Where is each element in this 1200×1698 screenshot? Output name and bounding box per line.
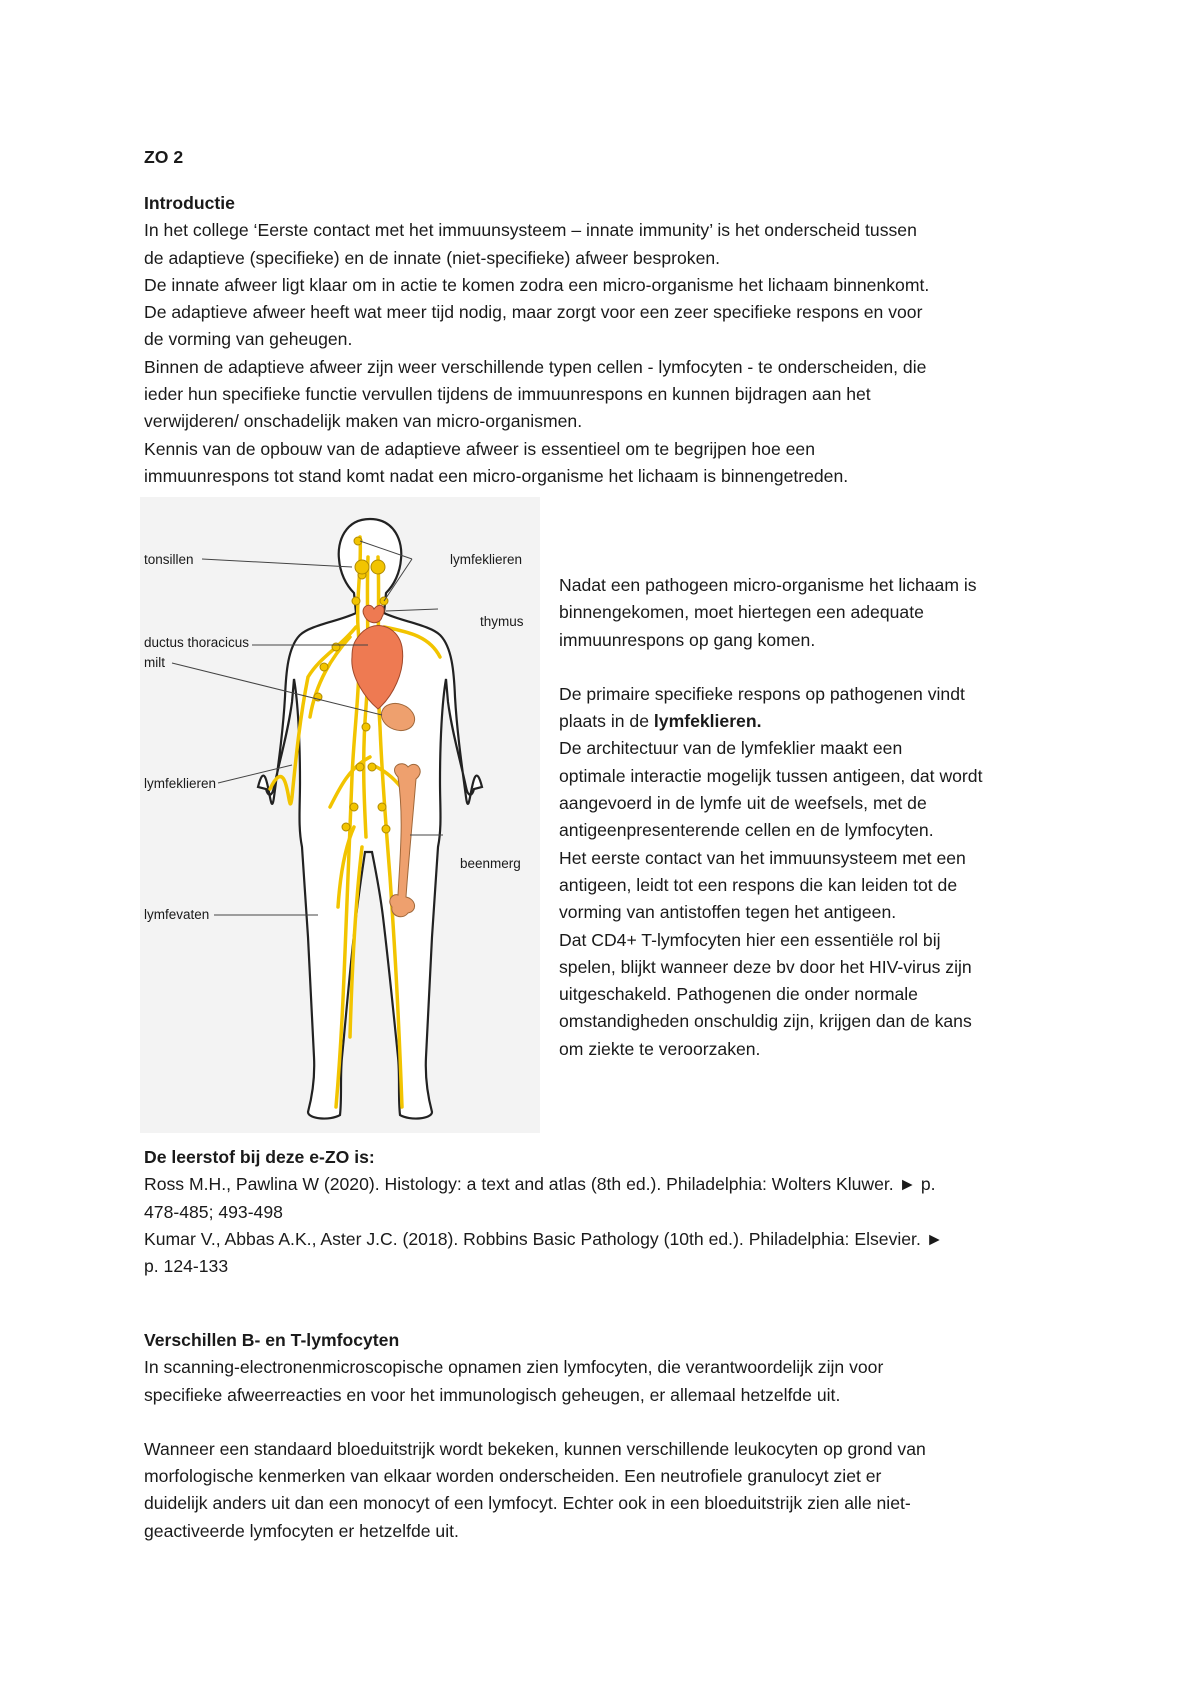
side-line: antigeenpresenterende cellen en de lymfocyten. xyxy=(559,820,934,841)
document-title: ZO 2 xyxy=(144,147,184,167)
lymph-node xyxy=(368,763,376,771)
side-line: aangevoerd in de lymfe uit de weefsels, met de xyxy=(559,793,927,814)
label-milt: milt xyxy=(144,655,165,670)
lymph-node xyxy=(356,763,364,771)
section-heading: Verschillen B- en T-lymfocyten xyxy=(144,1330,400,1350)
figure-side-text xyxy=(559,572,1069,1063)
paragraph-gap xyxy=(559,654,1069,681)
intro-line: Kennis van de opbouw van de adaptieve afweer is essentieel om te begrijpen hoe een xyxy=(144,438,815,459)
side-line: vorming van antistoffen tegen het antigeen. xyxy=(559,902,897,923)
lymphatic-system-diagram xyxy=(140,497,540,1133)
intro-line: de vorming van geheugen. xyxy=(144,329,353,350)
lymph-node xyxy=(362,723,370,731)
reference-line: p. 124-133 xyxy=(144,1256,229,1277)
lymph-node xyxy=(350,803,358,811)
side-line: om ziekte te veroorzaken. xyxy=(559,1038,761,1059)
tonsil xyxy=(371,560,385,574)
intro-line: immuunrespons tot stand komt nadat een micro-organisme het lichaam is binnengetreden. xyxy=(144,465,849,486)
side-line: antigeen, leidt tot een respons die kan leiden tot de xyxy=(559,874,958,895)
b-t-lymphocytes-section xyxy=(144,1327,1064,1545)
bold-term-lymfeklieren: lymfeklieren. xyxy=(653,711,762,732)
lymph-node xyxy=(342,823,350,831)
lymph-node xyxy=(382,825,390,833)
intro-line: De adaptieve afweer heeft wat meer tijd nodig, maar zorgt voor een zeer specifieke respons en voor xyxy=(144,302,923,323)
reference-line: Ross M.H., Pawlina W (2020). Histology: a text and atlas (8th ed.). Philadelphia: Wolters Kluwer. ► p. xyxy=(144,1174,936,1195)
references-heading: De leerstof bij deze e-ZO is: xyxy=(144,1147,375,1167)
side-line: uitgeschakeld. Pathogenen die onder normale xyxy=(559,984,918,1005)
section-line: specifieke afweerreacties en voor het immunologisch geheugen, er allemaal hetzelfde uit. xyxy=(144,1384,841,1405)
reference-line: 478-485; 493-498 xyxy=(144,1201,283,1222)
lymph-node xyxy=(378,803,386,811)
lymphatic-system-figure xyxy=(140,497,540,1133)
lymph-node xyxy=(332,643,340,651)
section-line: In scanning-electronenmicroscopische opnamen zien lymfocyten, die verantwoordelijk zijn voor xyxy=(144,1357,884,1378)
intro-line: In het college ‘Eerste contact met het immuunsysteem – innate immunity’ is het onderscheid tussen xyxy=(144,220,917,241)
label-lymfeklieren-top: lymfeklieren xyxy=(450,552,523,567)
intro-section xyxy=(144,190,1064,490)
paragraph-gap xyxy=(144,1409,1064,1436)
side-line-with-bold xyxy=(559,708,1069,735)
label-lymfevaten: lymfevaten xyxy=(144,907,210,922)
section-line: Wanneer een standaard bloeduitstrijk wordt bekeken, kunnen verschillende leukocyten op grond van xyxy=(144,1438,926,1459)
section-line: geactiveerde lymfocyten er hetzelfde uit. xyxy=(144,1520,459,1541)
references-section xyxy=(144,1144,1064,1280)
intro-line: De innate afweer ligt klaar om in actie te komen zodra een micro-organisme het lichaam binnenkomt. xyxy=(144,274,930,295)
intro-line: ieder hun specifieke functie vervullen tijdens de immuunrespons en kunnen bijdragen aan het xyxy=(144,384,871,405)
side-line: De architectuur van de lymfeklier maakt een xyxy=(559,738,903,759)
intro-heading: Introductie xyxy=(144,193,235,213)
side-line: Dat CD4+ T-lymfocyten hier een essentiële rol bij xyxy=(559,929,941,950)
side-line: immuunrespons op gang komen. xyxy=(559,629,816,650)
side-line: binnengekomen, moet hiertegen een adequate xyxy=(559,602,924,623)
tonsil xyxy=(355,560,369,574)
label-ductus-thoracicus: ductus thoracicus xyxy=(144,635,250,650)
lymph-node xyxy=(352,597,360,605)
intro-line: verwijderen/ onschadelijk maken van micro-organismen. xyxy=(144,411,583,432)
label-tonsillen: tonsillen xyxy=(144,552,194,567)
lymph-node xyxy=(320,663,328,671)
reference-line: Kumar V., Abbas A.K., Aster J.C. (2018). Robbins Basic Pathology (10th ed.). Philadelphia: Elsevier. ► xyxy=(144,1228,944,1249)
side-line: Het eerste contact van het immuunsysteem met een xyxy=(559,847,966,868)
side-line: optimale interactie mogelijk tussen antigeen, dat wordt xyxy=(559,765,983,786)
side-line: spelen, blijkt wanneer deze bv door het HIV-virus zijn xyxy=(559,956,972,977)
label-beenmerg: beenmerg xyxy=(460,856,521,871)
label-thymus: thymus xyxy=(480,614,524,629)
intro-line: Binnen de adaptieve afweer zijn weer verschillende typen cellen - lymfocyten - te onderscheiden, die xyxy=(144,356,927,377)
intro-line: de adaptieve (specifieke) en de innate (niet-specifieke) afweer besproken. xyxy=(144,247,721,268)
section-line: duidelijk anders uit dan een monocyt of een lymfocyt. Echter ook in een bloeduitstrijk zien alle niet- xyxy=(144,1493,911,1514)
side-line: De primaire specifieke respons op pathogenen vindt xyxy=(559,683,965,704)
side-line-text: plaats in de xyxy=(559,711,654,732)
section-line: morfologische kenmerken van elkaar worden onderscheiden. Een neutrofiele granulocyt ziet er xyxy=(144,1466,882,1487)
side-line: omstandigheden onschuldig zijn, krijgen dan de kans xyxy=(559,1011,972,1032)
label-lymfeklieren-left: lymfeklieren xyxy=(144,776,217,791)
side-line: Nadat een pathogeen micro-organisme het lichaam is xyxy=(559,575,977,595)
